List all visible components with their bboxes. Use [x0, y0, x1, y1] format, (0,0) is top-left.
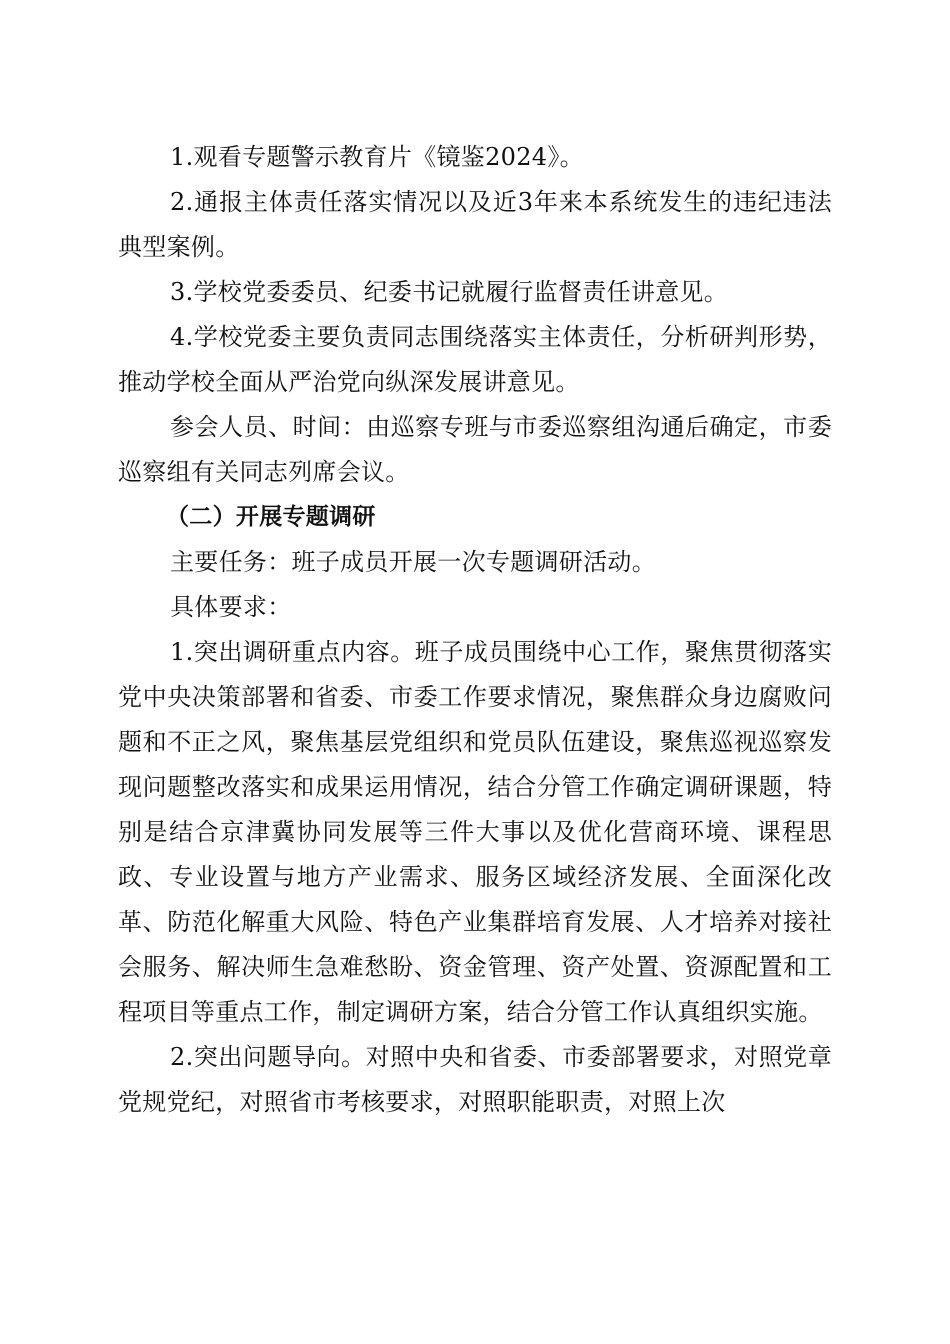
- paragraph-item-2: 2.通报主体责任落实情况以及近3年来本系统发生的违纪违法典型案例。: [118, 188, 832, 261]
- paragraph-main-task: 主要任务：班子成员开展一次专题调研活动。: [170, 548, 656, 576]
- paragraph-requirement-1: 1.突出调研重点内容。班子成员围绕中心工作，聚焦贯彻落实党中央决策部署和省委、市委工作要求情况，聚焦群众身边腐败问题和不正之风，聚焦基层党组织和党员队伍建设，聚焦巡视巡察发现问题整改落实和成果运用情况，结合分管工作确定调研课题，特别是结合京津冀协同发展等三件大事以及优化营商环境、课程思政、专业设置与地方产业需求、服务区域经济发展、全面深化改革、防范化解重大风险、特色产业集群培育发展、人才培养对接社会服务、解决师生急难愁盼、资金管理、资产处置、资源配置和工程项目等重点工作，制定调研方案，结合分管工作认真组织实施。: [118, 638, 832, 1026]
- paragraph-requirement-2: 2.突出问题导向。对照中央和省委、市委部署要求，对照党章党规党纪，对照省市考核要求，对照职能职责，对照上次: [118, 1043, 832, 1116]
- paragraph-item-3: 3.学校党委委员、纪委书记就履行监督责任讲意见。: [170, 278, 729, 306]
- section-heading: （二）开展专题调研: [166, 504, 376, 530]
- paragraph-item-1: 1.观看专题警示教育片《镜鉴2024》。: [170, 143, 584, 171]
- paragraph-item-4: 4.学校党委主要负责同志围绕落实主体责任，分析研判形势，推动学校全面从严治党向纵深发展讲意见。: [118, 323, 832, 396]
- paragraph-attendees: 参会人员、时间：由巡察专班与市委巡察组沟通后确定，市委巡察组有关同志列席会议。: [118, 413, 832, 486]
- paragraph-requirements-label: 具体要求：: [170, 593, 292, 621]
- document-body: [118, 135, 832, 1125]
